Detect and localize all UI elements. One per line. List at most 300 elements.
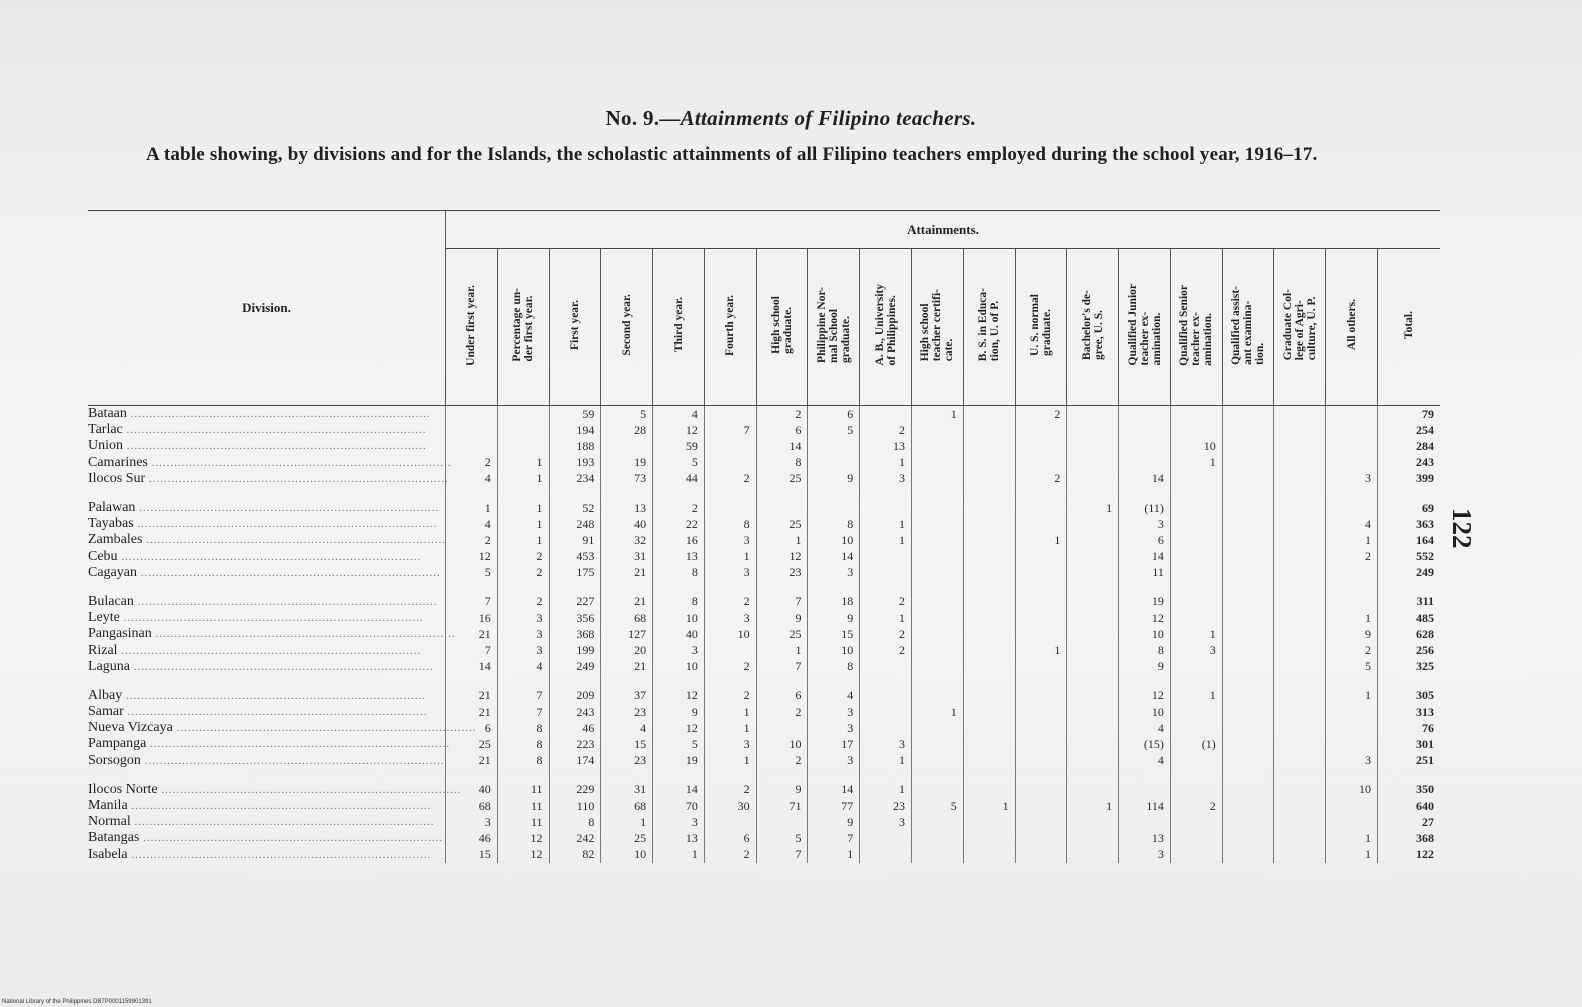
column-header <box>704 249 756 406</box>
spacer-cell <box>860 769 912 782</box>
value-cell: 14 <box>756 438 808 454</box>
leader-dots: ................................................................................ <box>142 534 447 547</box>
value-cell: 10 <box>1326 782 1378 798</box>
column-header <box>601 249 653 406</box>
group-spacer <box>88 487 1440 500</box>
value-cell <box>1274 438 1326 454</box>
value-cell: 9 <box>808 471 860 487</box>
value-cell <box>1170 532 1222 548</box>
total-cell: 301 <box>1378 736 1440 752</box>
spacer-cell <box>1067 675 1119 688</box>
value-cell <box>704 500 756 516</box>
total-cell: 363 <box>1378 516 1440 532</box>
value-cell: 3 <box>860 814 912 830</box>
value-cell: 9 <box>808 610 860 626</box>
value-cell <box>963 500 1015 516</box>
division-name-cell <box>88 470 449 487</box>
table-row <box>88 688 1440 704</box>
value-cell <box>963 565 1015 581</box>
value-cell <box>1119 406 1171 423</box>
division-name: Cagayan <box>88 564 137 580</box>
value-cell: 4 <box>653 406 705 423</box>
value-cell: 21 <box>601 565 653 581</box>
value-cell: 7 <box>808 830 860 846</box>
value-cell: 91 <box>549 532 601 548</box>
value-cell: 6 <box>756 422 808 438</box>
value-cell <box>1222 688 1274 704</box>
value-cell: 1 <box>1326 688 1378 704</box>
value-cell <box>860 500 912 516</box>
value-cell: 4 <box>1119 753 1171 769</box>
division-name: Ilocos Sur <box>88 470 146 486</box>
value-cell: 82 <box>549 847 601 863</box>
value-cell <box>860 659 912 675</box>
value-cell <box>1067 422 1119 438</box>
value-cell <box>1170 830 1222 846</box>
spacer-cell <box>88 487 445 500</box>
division-name-cell <box>88 454 452 471</box>
table-row <box>88 549 1440 565</box>
value-cell: 46 <box>549 720 601 736</box>
value-cell: 21 <box>445 753 497 769</box>
value-cell: 199 <box>549 642 601 658</box>
value-cell: 1 <box>808 847 860 863</box>
value-cell <box>912 688 964 704</box>
value-cell <box>1067 406 1119 423</box>
value-cell <box>1222 565 1274 581</box>
title-text: Attainments of Filipino teachers. <box>680 106 977 130</box>
value-cell: 11 <box>497 782 549 798</box>
value-cell: 4 <box>497 659 549 675</box>
value-cell <box>1274 500 1326 516</box>
value-cell: 1 <box>1326 847 1378 863</box>
spacer-cell <box>1326 769 1378 782</box>
spacer-cell <box>756 769 808 782</box>
value-cell <box>1119 814 1171 830</box>
value-cell <box>1274 516 1326 532</box>
division-name: Palawan <box>88 500 136 516</box>
value-cell: 110 <box>549 798 601 814</box>
value-cell: 16 <box>445 610 497 626</box>
value-cell <box>1015 455 1067 471</box>
leader-dots: ................................................................................ <box>136 566 441 579</box>
value-cell <box>963 847 1015 863</box>
value-cell <box>1170 720 1222 736</box>
column-header <box>963 249 1015 406</box>
division-name-cell <box>88 704 445 720</box>
value-cell <box>1067 516 1119 532</box>
table-row <box>88 406 1440 423</box>
leader-dots: ................................................................................ <box>117 644 422 657</box>
value-cell: 2 <box>497 565 549 581</box>
spacer-cell <box>653 675 705 688</box>
value-cell <box>1015 422 1067 438</box>
value-cell <box>1222 594 1274 610</box>
value-cell <box>1222 500 1274 516</box>
group-spacer <box>88 581 1440 594</box>
leader-dots: ................................................................................ <box>122 424 427 437</box>
spacer-cell <box>808 769 860 782</box>
spacer-cell <box>497 769 549 782</box>
value-cell: 13 <box>653 830 705 846</box>
total-cell: 27 <box>1378 814 1440 830</box>
table-row <box>88 659 1440 675</box>
division-name-cell <box>88 594 445 610</box>
value-cell: 10 <box>808 642 860 658</box>
spacer-cell <box>1170 769 1222 782</box>
value-cell: 3 <box>860 471 912 487</box>
table-body <box>88 406 1440 863</box>
value-cell: 2 <box>756 704 808 720</box>
value-cell <box>1170 610 1222 626</box>
attainments-header: Attainments. <box>445 211 1440 249</box>
spacer-cell <box>1326 581 1378 594</box>
total-cell: 249 <box>1378 565 1440 581</box>
value-cell: 4 <box>1119 720 1171 736</box>
spacer-cell <box>1378 675 1440 688</box>
value-cell: 8 <box>1119 642 1171 658</box>
value-cell: 1 <box>497 455 549 471</box>
value-cell <box>1015 610 1067 626</box>
group-spacer <box>88 769 1440 782</box>
column-header-label: Percentage un- der first year. <box>511 288 536 362</box>
value-cell: 21 <box>445 688 497 704</box>
value-cell <box>1170 704 1222 720</box>
value-cell: 22 <box>653 516 705 532</box>
value-cell: 40 <box>601 516 653 532</box>
value-cell: 1 <box>756 532 808 548</box>
value-cell <box>963 720 1015 736</box>
column-header-label: Bachelor's de- gree, U. S. <box>1080 290 1105 360</box>
value-cell: 3 <box>808 704 860 720</box>
value-cell <box>1222 642 1274 658</box>
division-name-cell <box>88 642 445 658</box>
column-header <box>497 249 549 406</box>
division-name: Albay <box>88 687 123 703</box>
value-cell: 31 <box>601 549 653 565</box>
total-cell: 69 <box>1378 500 1440 516</box>
division-name-cell <box>88 406 445 423</box>
value-cell <box>1222 626 1274 642</box>
value-cell: 7 <box>445 642 497 658</box>
value-cell <box>1274 471 1326 487</box>
value-cell <box>1119 455 1171 471</box>
value-cell: 25 <box>756 471 808 487</box>
spacer-cell <box>88 769 445 782</box>
value-cell <box>1067 642 1119 658</box>
value-cell: 70 <box>653 798 705 814</box>
value-cell <box>756 720 808 736</box>
value-cell <box>1015 565 1067 581</box>
value-cell: 28 <box>601 422 653 438</box>
value-cell: 10 <box>653 659 705 675</box>
value-cell <box>963 406 1015 423</box>
spacer-cell <box>756 487 808 500</box>
value-cell <box>1015 720 1067 736</box>
value-cell <box>1274 565 1326 581</box>
division-name: Ilocos Norte <box>88 781 158 797</box>
spacer-cell <box>1015 769 1067 782</box>
column-header <box>1222 249 1274 406</box>
value-cell <box>1222 720 1274 736</box>
value-cell: 2 <box>1326 549 1378 565</box>
value-cell <box>963 610 1015 626</box>
spacer-cell <box>860 581 912 594</box>
value-cell: 7 <box>756 659 808 675</box>
value-cell: 3 <box>860 736 912 752</box>
value-cell: 1 <box>1067 798 1119 814</box>
value-cell <box>912 782 964 798</box>
value-cell: 5 <box>653 455 705 471</box>
spacer-cell <box>1015 581 1067 594</box>
division-name: Samar <box>88 704 124 720</box>
division-name-cell <box>88 516 445 532</box>
value-cell <box>1170 847 1222 863</box>
value-cell <box>912 642 964 658</box>
division-name-cell <box>88 814 445 830</box>
value-cell <box>912 549 964 565</box>
value-cell <box>912 500 964 516</box>
value-cell <box>1274 830 1326 846</box>
total-cell: 76 <box>1378 720 1440 736</box>
spacer-cell <box>549 675 601 688</box>
spacer-cell <box>1170 581 1222 594</box>
value-cell: 1 <box>860 516 912 532</box>
value-cell <box>1274 406 1326 423</box>
value-cell: 1 <box>912 406 964 423</box>
value-cell: 6 <box>756 688 808 704</box>
value-cell <box>1067 847 1119 863</box>
value-cell: 11 <box>1119 565 1171 581</box>
value-cell <box>1119 438 1171 454</box>
value-cell: 10 <box>601 847 653 863</box>
value-cell <box>963 594 1015 610</box>
value-cell: 2 <box>445 532 497 548</box>
value-cell <box>1067 830 1119 846</box>
spacer-cell <box>549 487 601 500</box>
value-cell: 12 <box>1119 610 1171 626</box>
value-cell <box>912 516 964 532</box>
value-cell: 2 <box>1015 406 1067 423</box>
division-name-cell <box>88 847 445 863</box>
division-name: Batangas <box>88 830 140 846</box>
value-cell: 59 <box>549 406 601 423</box>
spacer-cell <box>1274 675 1326 688</box>
value-cell: 10 <box>756 736 808 752</box>
division-name: Laguna <box>88 658 130 674</box>
value-cell: 3 <box>497 610 549 626</box>
total-cell: 79 <box>1378 406 1440 423</box>
total-cell: 284 <box>1378 438 1440 454</box>
table-row <box>88 471 1440 487</box>
table-row <box>88 422 1440 438</box>
value-cell <box>1067 626 1119 642</box>
value-cell <box>1170 516 1222 532</box>
table-row <box>88 814 1440 830</box>
page-title <box>0 106 1582 131</box>
leader-dots: ................................................................................ <box>145 472 449 485</box>
value-cell <box>912 455 964 471</box>
value-cell: 12 <box>497 830 549 846</box>
value-cell <box>1222 704 1274 720</box>
value-cell <box>912 610 964 626</box>
value-cell: 243 <box>549 704 601 720</box>
value-cell: 10 <box>1170 438 1222 454</box>
value-cell: 4 <box>445 471 497 487</box>
value-cell <box>497 406 549 423</box>
spacer-cell <box>1326 487 1378 500</box>
value-cell: 1 <box>497 532 549 548</box>
title-number: No. 9.— <box>605 106 681 130</box>
division-name: Leyte <box>88 610 120 626</box>
leader-dots: ................................................................................ <box>135 502 440 515</box>
division-name: Cebu <box>88 548 118 564</box>
value-cell <box>1015 704 1067 720</box>
spacer-cell <box>601 769 653 782</box>
column-header-label: First year. <box>568 299 581 351</box>
value-cell <box>860 704 912 720</box>
value-cell: 30 <box>704 798 756 814</box>
spacer-cell <box>912 675 964 688</box>
division-name-cell <box>88 736 451 752</box>
value-cell <box>963 455 1015 471</box>
table-row <box>88 704 1440 720</box>
division-name: Tayabas <box>88 516 134 532</box>
value-cell <box>1222 847 1274 863</box>
value-cell <box>445 406 497 423</box>
value-cell: 2 <box>704 688 756 704</box>
value-cell: 223 <box>549 736 601 752</box>
value-cell: 8 <box>497 720 549 736</box>
value-cell: 2 <box>756 753 808 769</box>
division-name: Isabela <box>88 846 128 862</box>
value-cell <box>1274 659 1326 675</box>
value-cell <box>445 422 497 438</box>
value-cell: 1 <box>1326 532 1378 548</box>
value-cell: 15 <box>808 626 860 642</box>
spacer-cell <box>963 487 1015 500</box>
value-cell <box>1222 610 1274 626</box>
spacer-cell <box>704 769 756 782</box>
spacer-cell <box>497 487 549 500</box>
total-cell: 164 <box>1378 532 1440 548</box>
value-cell: 31 <box>601 782 653 798</box>
value-cell <box>808 438 860 454</box>
column-header-label: A. B., University of Philippines. <box>873 284 898 366</box>
table-row <box>88 753 1440 769</box>
spacer-cell <box>88 581 445 594</box>
spacer-cell <box>653 581 705 594</box>
value-cell: 2 <box>704 594 756 610</box>
spacer-cell <box>1274 769 1326 782</box>
value-cell: 21 <box>601 594 653 610</box>
value-cell: (1) <box>1170 736 1222 752</box>
value-cell: 2 <box>704 782 756 798</box>
value-cell <box>1326 455 1378 471</box>
division-name-cell <box>88 549 445 565</box>
value-cell: 1 <box>860 532 912 548</box>
spacer-cell <box>963 581 1015 594</box>
value-cell <box>1222 782 1274 798</box>
value-cell <box>1326 438 1378 454</box>
value-cell: 3 <box>1170 642 1222 658</box>
division-name-cell <box>88 610 445 626</box>
value-cell: 21 <box>601 659 653 675</box>
value-cell: 1 <box>497 500 549 516</box>
spacer-cell <box>445 487 497 500</box>
value-cell: 8 <box>653 565 705 581</box>
value-cell <box>1015 438 1067 454</box>
value-cell: 20 <box>601 642 653 658</box>
value-cell: 9 <box>653 704 705 720</box>
value-cell: 14 <box>808 782 860 798</box>
table-row <box>88 565 1440 581</box>
value-cell: 44 <box>653 471 705 487</box>
leader-dots: ................................................................................ <box>146 738 451 751</box>
value-cell <box>1274 847 1326 863</box>
value-cell: 8 <box>549 814 601 830</box>
division-name-cell <box>88 500 445 516</box>
value-cell <box>860 565 912 581</box>
column-header <box>1119 249 1171 406</box>
value-cell: 59 <box>653 438 705 454</box>
spacer-cell <box>808 581 860 594</box>
value-cell: 2 <box>860 642 912 658</box>
division-name: Pangasinan <box>88 626 152 642</box>
spacer-cell <box>445 769 497 782</box>
value-cell <box>756 500 808 516</box>
value-cell: 3 <box>445 814 497 830</box>
value-cell <box>1170 471 1222 487</box>
total-cell: 122 <box>1378 847 1440 863</box>
value-cell <box>1170 549 1222 565</box>
value-cell: 1 <box>445 500 497 516</box>
value-cell: 7 <box>756 847 808 863</box>
value-cell: 14 <box>653 782 705 798</box>
table-row <box>88 500 1440 516</box>
total-cell: 350 <box>1378 782 1440 798</box>
spacer-cell <box>445 675 497 688</box>
value-cell <box>963 704 1015 720</box>
value-cell <box>1326 736 1378 752</box>
column-header <box>756 249 808 406</box>
leader-dots: ................................................................................ <box>157 783 462 796</box>
value-cell: 77 <box>808 798 860 814</box>
value-cell: 1 <box>1067 500 1119 516</box>
value-cell: 1 <box>963 798 1015 814</box>
value-cell: 40 <box>445 782 497 798</box>
leader-dots: ................................................................................ <box>147 456 452 469</box>
division-name-cell <box>88 659 445 675</box>
value-cell <box>912 814 964 830</box>
spacer-cell <box>601 675 653 688</box>
leader-dots: ................................................................................ <box>140 754 445 767</box>
spacer-cell <box>1015 487 1067 500</box>
value-cell <box>1274 736 1326 752</box>
value-cell: 3 <box>704 532 756 548</box>
value-cell <box>1222 406 1274 423</box>
spacer-cell <box>549 769 601 782</box>
value-cell: 3 <box>808 720 860 736</box>
value-cell: 25 <box>756 516 808 532</box>
leader-dots: ................................................................................ <box>122 689 426 702</box>
value-cell <box>1170 753 1222 769</box>
value-cell: 12 <box>653 422 705 438</box>
total-cell: 640 <box>1378 798 1440 814</box>
value-cell <box>1274 720 1326 736</box>
division-name-cell <box>88 532 445 548</box>
value-cell: 5 <box>653 736 705 752</box>
